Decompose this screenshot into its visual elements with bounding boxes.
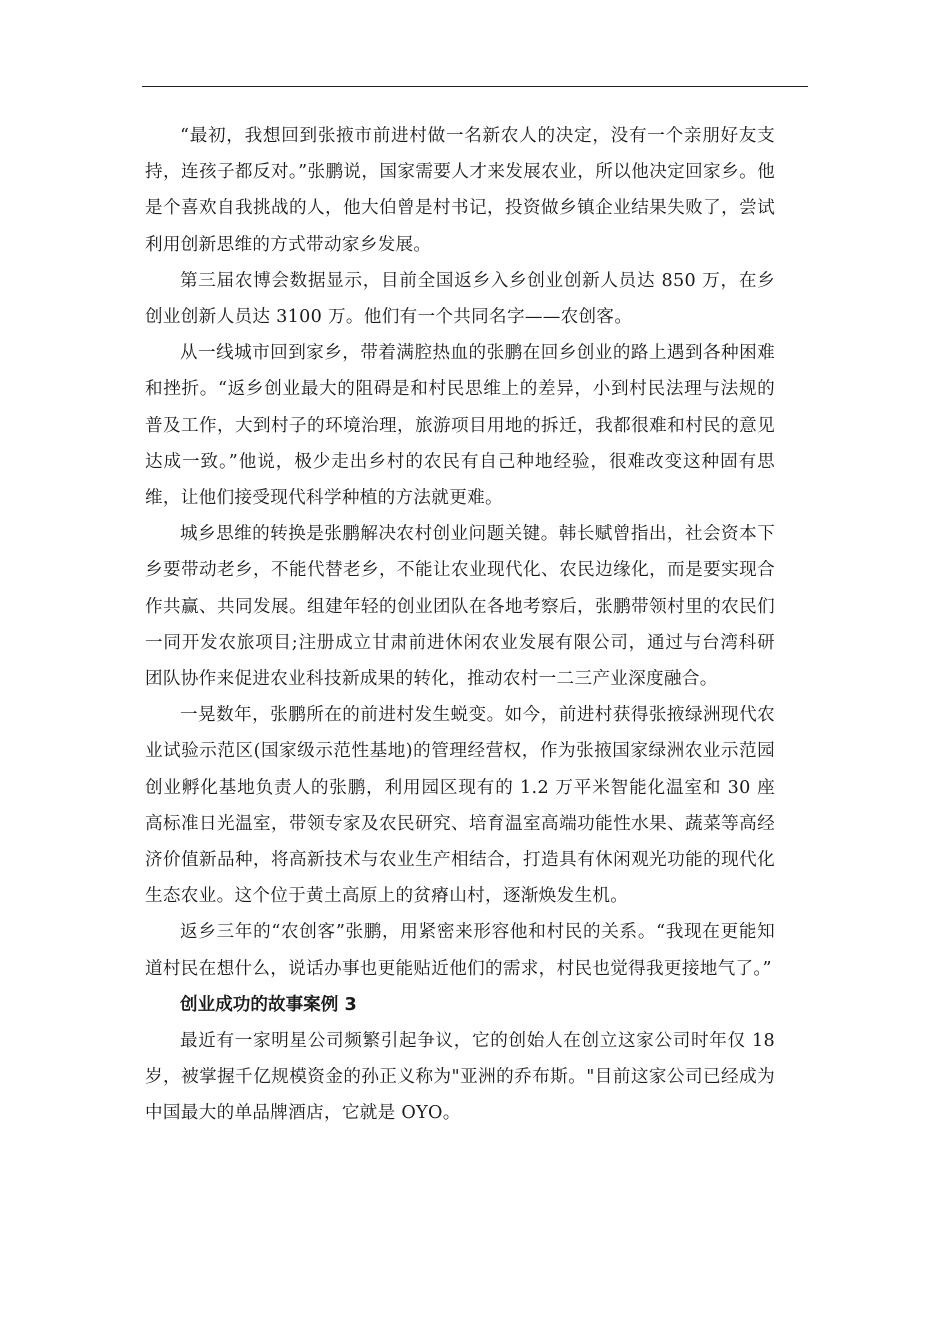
paragraph: 最近有一家明星公司频繁引起争议，它的创始人在创立这家公司时年仅 18 岁，被掌握千亿规模资金的孙正义称为"亚洲的乔布斯。"目前这家公司已经成为中国最大的单品牌酒店，它就是 OYO。 bbox=[145, 1031, 775, 1124]
header-rule bbox=[142, 86, 808, 87]
paragraph: 第三届农博会数据显示，目前全国返乡入乡创业创新人员达 850 万，在乡创业创新人员达 3100 万。他们有一个共同名字——农创客。 bbox=[145, 270, 775, 328]
paragraph: 从一线城市回到家乡，带着满腔热血的张鹏在回乡创业的路上遇到各种困难和挫折。“返乡创业最大的阻碍是和村民思维上的差异，小到村民法理与法规的普及工作，大到村子的环境治理，旅游项目用地的拆迁，我都很难和村民的意见达成一致。”他说，极少走出乡村的农民有自己种地经验，很难改变这种固有思维，让他们接受现代科学种植的方法就更难。 bbox=[145, 343, 775, 509]
paragraph: 一晃数年，张鹏所在的前进村发生蜕变。如今，前进村获得张掖绿洲现代农业试验示范区(国家级示范性基地)的管理经营权，作为张掖国家绿洲农业示范园创业孵化基地负责人的张鹏，利用园区现有的 1.2 万平米智能化温室和 30 座高标准日光温室，带领专家及农民研究、培育温室高端功能性水果、蔬菜等高经济价值新品种，将高新技术与农业生产相结合，打造具有休闲观光功能的现代化生态农业。这个位于黄土高原上的贫瘠山村，逐渐焕发生机。 bbox=[145, 705, 775, 907]
document-body bbox=[145, 118, 775, 1132]
paragraph: 城乡思维的转换是张鹏解决农村创业问题关键。韩长赋曾指出，社会资本下乡要带动老乡，不能代替老乡，不能让农业现代化、农民边缘化，而是要实现合作共赢、共同发展。组建年轻的创业团队在各地考察后，张鹏带领村里的农民们一同开发农旅项目;注册成立甘肃前进休闲农业发展有限公司，通过与台湾科研团队协作来促进农业科技新成果的转化，推动农村一二三产业深度融合。 bbox=[145, 524, 775, 690]
section-heading: 创业成功的故事案例 3 bbox=[180, 994, 357, 1015]
paragraph: “最初，我想回到张掖市前进村做一名新农人的决定，没有一个亲朋好友支持，连孩子都反对。”张鹏说，国家需要人才来发展农业，所以他决定回家乡。他是个喜欢自我挑战的人，他大伯曾是村书记，投资做乡镇企业结果失败了，尝试利用创新思维的方式带动家乡发展。 bbox=[145, 126, 775, 255]
paragraph: 返乡三年的“农创客”张鹏，用紧密来形容他和村民的关系。“我现在更能知道村民在想什么，说话办事也更能贴近他们的需求，村民也觉得我更接地气了。” bbox=[145, 922, 775, 979]
